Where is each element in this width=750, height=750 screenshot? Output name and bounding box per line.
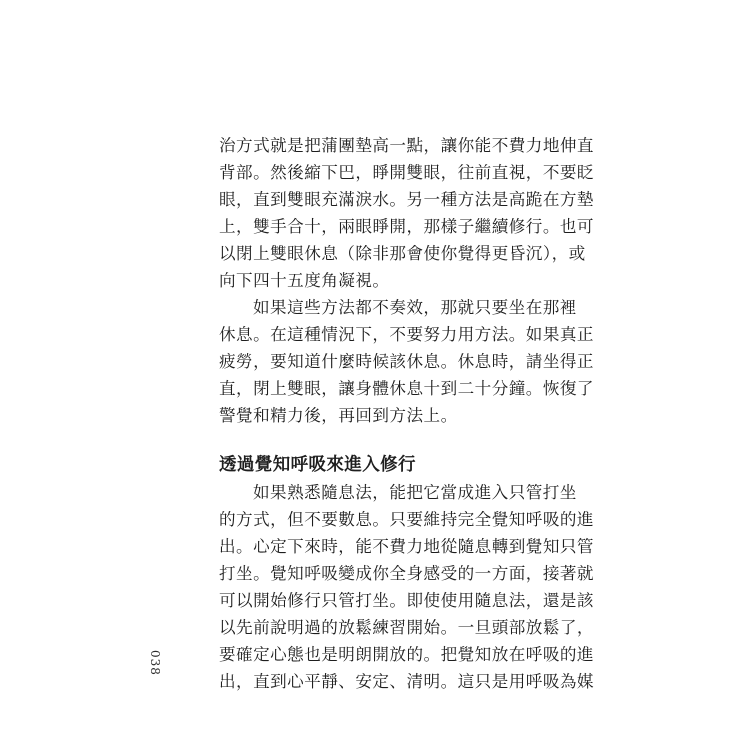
text-line: 打坐。覺知呼吸變成你全身感受的一方面，接著就 — [219, 564, 594, 583]
text-line: 以先前說明過的放鬆練習開始。一旦頭部放鬆了， — [219, 618, 594, 637]
text-line: 向下四十五度角凝視。 — [219, 271, 390, 290]
text-line: 的方式，但不要數息。只要維持完全覺知呼吸的進 — [219, 510, 594, 529]
text-line: 如果熟悉隨息法，能把它當成進入只管打坐 — [253, 483, 577, 502]
text-line: 如果這些方法都不奏效，那就只要坐在那裡 — [253, 298, 577, 317]
text-line: 出。心定下來時，能不費力地從隨息轉到覺知只管 — [219, 537, 594, 556]
text-line: 要確定心態也是明朗開放的。把覺知放在呼吸的進 — [219, 645, 594, 664]
section-heading: 透過覺知呼吸來進入修行 — [219, 455, 416, 475]
text-line: 治方式就是把蒲團墊高一點，讓你能不費力地伸直 — [219, 136, 594, 155]
page-number: 038 — [148, 650, 162, 676]
text-line: 以閉上雙眼休息（除非那會使你覺得更昏沉），或 — [219, 244, 586, 263]
text-line: 休息。在這種情況下，不要努力用方法。如果真正 — [219, 325, 594, 344]
paragraph-1 — [219, 132, 594, 294]
text-line: 直，閉上雙眼，讓身體休息十到二十分鐘。恢復了 — [219, 379, 594, 398]
text-line: 可以開始修行只管打坐。即使使用隨息法，還是該 — [219, 591, 594, 610]
text-line: 疲勞，要知道什麼時候該休息。休息時，請坐得正 — [219, 352, 594, 371]
text-line: 背部。然後縮下巴，睜開雙眼，往前直視，不要眨 — [219, 163, 594, 182]
text-line: 上，雙手合十，兩眼睜開，那樣子繼續修行。也可 — [219, 217, 594, 236]
paragraph-3 — [219, 479, 594, 695]
text-line: 警覺和精力後，再回到方法上。 — [219, 406, 458, 425]
paragraph-2 — [219, 294, 594, 429]
text-line: 眼，直到雙眼充滿淚水。另一種方法是高跪在方墊 — [219, 190, 594, 209]
text-line: 出，直到心平靜、安定、清明。這只是用呼吸為媒 — [219, 672, 594, 691]
